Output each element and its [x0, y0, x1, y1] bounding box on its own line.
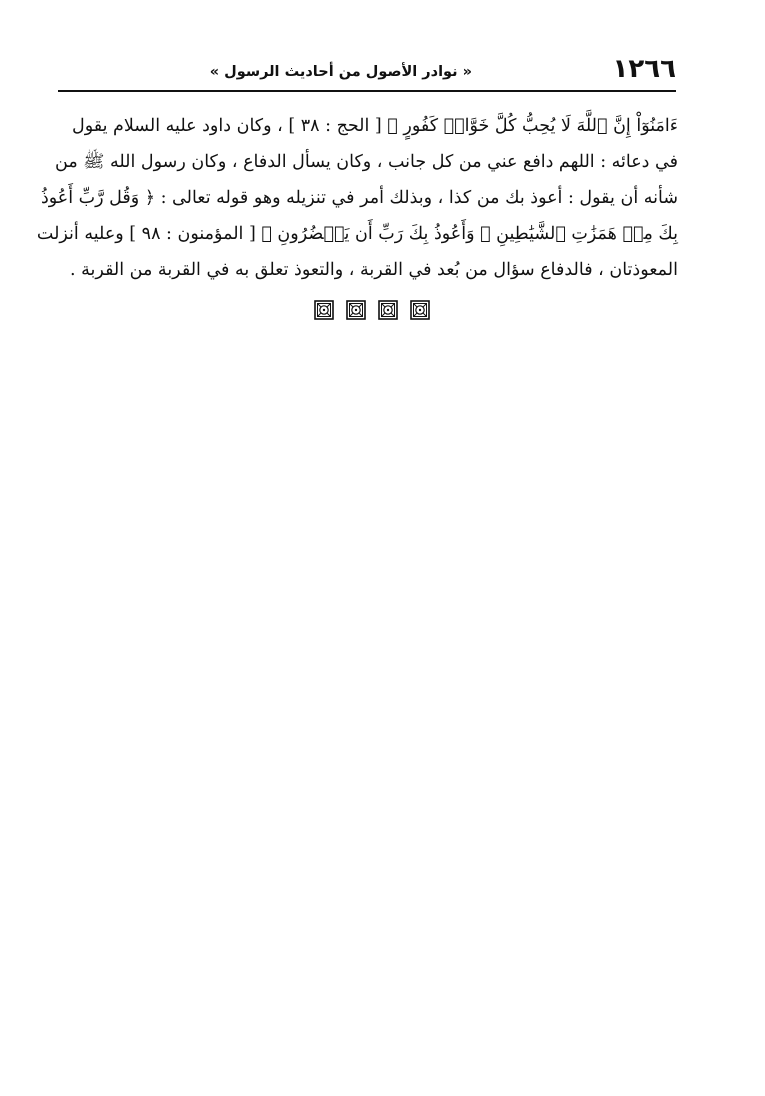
- page-header: [58, 52, 676, 92]
- text-line: في دعائه : اللهم دافع عني من كل جانب ، وكان يسأل الدفاع ، وكان رسول الله ﷺ من: [55, 152, 678, 172]
- page-number: ١٢٦٦: [612, 54, 676, 84]
- text-line: شأنه أن يقول : أعوذ بك من كذا ، وبذلك أمر في تنزيله وهو قوله تعالى : ﴿ وَقُل رَّبِّ أَعُوذُ: [40, 188, 678, 208]
- ornament-icon: [314, 300, 334, 320]
- section-end-ornaments: [314, 300, 430, 322]
- text-line: المعوذتان ، فالدفاع سؤال من بُعد في القربة ، والتعوذ تعلق به في القربة من القربة .: [70, 260, 678, 280]
- body-text: [36, 108, 678, 288]
- ornament-icon: [346, 300, 366, 320]
- running-title: « نوادر الأصول من أحاديث الرسول »: [209, 64, 472, 80]
- ornament-icon: [410, 300, 430, 320]
- text-line: ءَامَنُوٓاْ إِنَّ ٱللَّهَ لَا يُحِبُّ كُلَّ خَوَّانٖ كَفُورٍ ﴾ [ الحج : ٣٨ ] ، وكان داود عليه السلام يقول: [71, 116, 678, 136]
- header-rule: [58, 90, 676, 92]
- text-line: بِكَ مِنۡ هَمَزَٰتِ ٱلشَّيَٰطِينِ ﴿ وَأَعُوذُ بِكَ رَبِّ أَن يَحۡضُرُونِ ﴾ [ المؤمنون : ٩٨ ] وعليه أنزلت: [36, 224, 678, 244]
- ornament-icon: [378, 300, 398, 320]
